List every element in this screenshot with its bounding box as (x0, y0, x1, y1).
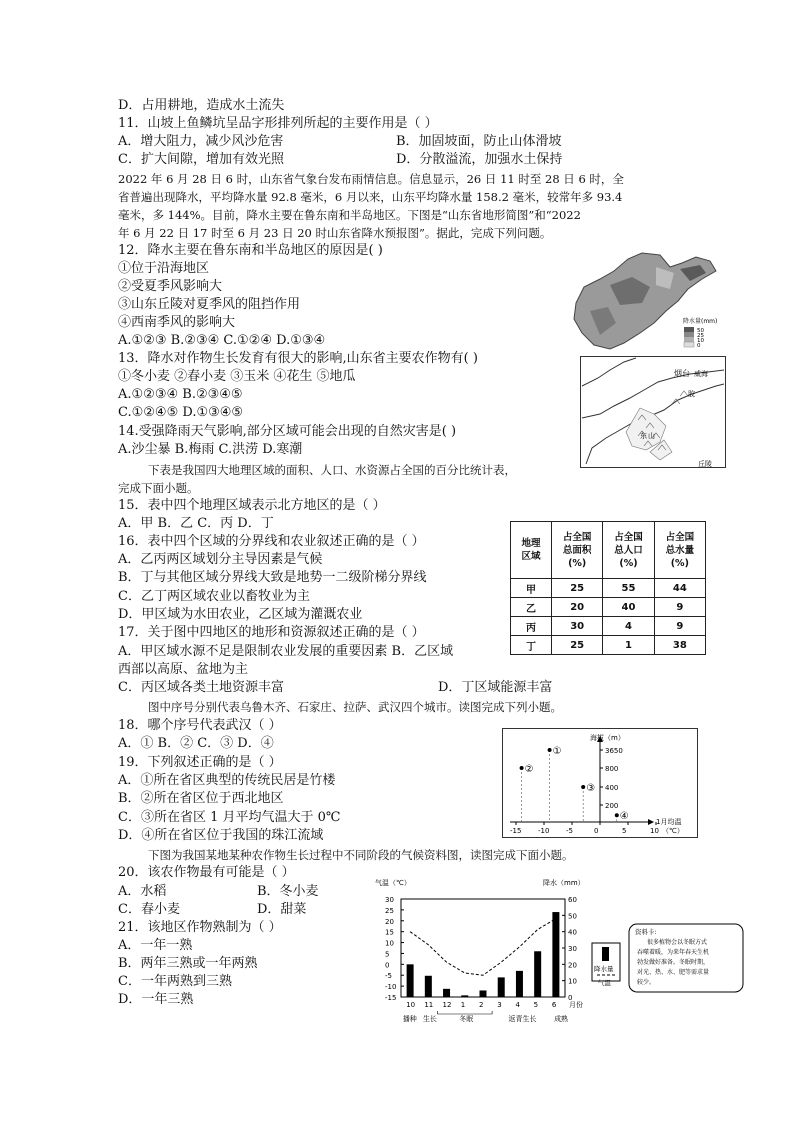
month-label: 10 (406, 1001, 416, 1009)
stage-label: 播种 (402, 1015, 417, 1023)
options-15: A．甲 B．乙 C．丙 D．丁 (118, 516, 274, 531)
map-label-dong: 东 (640, 432, 647, 440)
map-label-yantai: 烟台 (674, 369, 690, 378)
y-tick-label: 3650 (605, 747, 623, 755)
table-row (511, 636, 706, 655)
question-12: 12．降水主要在鲁东南和半岛地区的原因是( ) (118, 243, 383, 258)
precip-tick-label: 20 (568, 961, 577, 970)
options-13-cd: C.①②④⑤ D.①③④⑤ (118, 405, 244, 420)
point-label: ① (552, 746, 562, 757)
table-cell: 甲 (511, 579, 552, 598)
temp-tick-label: 0 (385, 961, 390, 970)
table-cell: 9 (654, 598, 705, 617)
x-tick-label: 5 (622, 827, 627, 835)
option-19b: B．②所在省区位于西北地区 (118, 791, 284, 806)
table-cell: 9 (654, 617, 705, 636)
precip-tick-label: 10 (568, 977, 577, 986)
precipitation-map (570, 245, 720, 355)
header-region: 地理 区域 (511, 522, 552, 579)
table-row (511, 617, 706, 636)
option-16b: B．丁与其他区域分界线大致是地势一二级阶梯分界线 (118, 570, 427, 585)
stage-label: 冬眠 (459, 1015, 474, 1023)
question-15: 15．表中四个地理区域表示北方地区的是（ ） (118, 498, 386, 513)
precip-tick-label: 50 (568, 912, 577, 921)
left-axis-title: 气温（℃） (375, 879, 411, 887)
table-cell: 44 (654, 579, 705, 598)
temp-tick-label: 25 (385, 906, 394, 915)
precip-tick-label: 30 (568, 945, 577, 953)
temp-tick-label: 5 (385, 950, 390, 959)
statement-item: ④西南季风的影响大 (118, 315, 236, 330)
note-line: 较少。 (637, 979, 656, 986)
scatter-intro: 图中序号分别代表乌鲁木齐、石家庄、拉萨、武汉四个城市。读图完成下列小题。 (148, 700, 562, 714)
table-header-row (511, 522, 706, 579)
precip-bar (552, 912, 559, 997)
x-tick-label: 10 (650, 827, 659, 835)
month-label: 6 (551, 1001, 557, 1009)
month-label: 3 (497, 1001, 502, 1009)
month-label: 4 (515, 1001, 520, 1009)
precip-bar (516, 971, 523, 997)
options-18: A．① B．② C．③ D．④ (118, 736, 274, 751)
temp-tick-label: 20 (385, 917, 394, 926)
map-label-jiao: 胶 (688, 390, 695, 398)
option-21a: A．一年一熟 (118, 938, 193, 953)
temperature-line (410, 919, 556, 976)
legend-value: 50 (697, 328, 704, 334)
point-label: ③ (586, 783, 596, 794)
month-label: 5 (533, 1001, 539, 1009)
table-cell: 1 (603, 636, 654, 655)
legend-swatch (684, 342, 694, 347)
table-row (511, 579, 706, 598)
month-unit-label: 月份 (569, 1001, 583, 1009)
note-line: 很多植物会以冬眠方式 (647, 939, 708, 946)
table-cell: 38 (654, 636, 705, 655)
options-12: A.①②③ B.②③④ C.①②④ D.①③④ (118, 333, 326, 348)
table-row (511, 598, 706, 617)
climate-chart (375, 875, 794, 1030)
question-21: 21．该地区作物熟制为（ ） (118, 920, 282, 935)
precip-bar (425, 976, 432, 997)
x-tick-label: -15 (510, 827, 522, 835)
statement-item: ②受夏季风影响大 (118, 279, 223, 294)
option-21b: B．两年三熟或一年两熟 (118, 956, 258, 971)
option-11c: C．扩大间隙，增加有效光照 (118, 152, 284, 167)
legend-swatch (684, 327, 694, 332)
y-tick-label: 800 (605, 765, 619, 773)
legend-temp-label: 气温 (598, 979, 611, 987)
passage-line: 毫米，多 144%。目前，降水主要在鲁东南和半岛地区。下图是“山东省地形简图”和“2022 (118, 208, 581, 222)
table-intro: 下表是我国四大地理区域的面积、人口、水资源占全国的百分比统计表， (148, 463, 516, 477)
header-area: 占全国 总面积 (%) (552, 522, 603, 579)
y-tick-label: 200 (605, 802, 619, 810)
map-label-shan: 山 (648, 432, 655, 440)
option-21d: D．一年三熟 (118, 992, 194, 1007)
table-intro-2: 完成下面小题。 (118, 481, 199, 495)
stage-bracket (437, 1011, 492, 1014)
option-19a: A．①所在省区典型的传统民居是竹楼 (118, 773, 336, 788)
note-line: 吞噬着暖，为来年春天生机 (637, 949, 710, 956)
option-16a: A．乙丙两区域划分主导因素是气候 (118, 552, 323, 567)
question-17: 17．关于图中四地区的地形和资源叙述正确的是（ ） (118, 625, 425, 640)
table-cell: 20 (552, 598, 603, 617)
options-13-ab: A.①②③④ B.②③④⑤ (118, 387, 243, 402)
data-point (615, 813, 619, 817)
table-cell: 55 (603, 579, 654, 598)
table-cell: 30 (552, 617, 603, 636)
temp-tick-label: -10 (385, 983, 397, 992)
note-line: 勃发做好准备。冬眠时期， (637, 959, 710, 966)
month-label: 1 (460, 1001, 466, 1009)
statement-item: ③山东丘陵对夏季风的阻挡作用 (118, 297, 301, 312)
point-label: ② (524, 764, 534, 775)
temp-tick-label: -15 (385, 994, 397, 1002)
legend-precip-swatch (602, 947, 609, 961)
header-water: 占全国 总水量 (%) (654, 522, 705, 579)
option-20b: B．冬小麦 (257, 884, 319, 899)
precip-bar (443, 989, 450, 997)
question-13: 13．降水对作物生长发育有很大的影响,山东省主要农作物有( ) (118, 351, 478, 366)
option-19c: C．③所在省区 1 月平均气温大于 0℃ (118, 810, 341, 825)
option-17c: C．丙区域各类土地资源丰富 (118, 680, 284, 695)
option-11d: D．分散溢流，加强水土保持 (396, 152, 563, 167)
legend-value: 25 (697, 333, 704, 339)
month-label: 11 (424, 1001, 434, 1009)
option-19d: D．④所在省区位于我国的珠江流域 (118, 828, 324, 843)
passage-line: 年 6 月 22 日 17 时至 6 月 23 日 20 时山东省降水预报图”。据此，完成下列问题。 (118, 226, 552, 240)
legend-title: 降水量(mm) (683, 318, 718, 325)
temp-tick-label: -5 (385, 972, 392, 981)
precip-tick-label: 0 (568, 994, 573, 1002)
climate-intro: 下图为我国某地某种农作物生长过程中不同阶段的气候资料图，读图完成下面小题。 (148, 848, 574, 862)
precip-bar (498, 977, 505, 997)
legend-value: 10 (697, 338, 704, 344)
temp-tick-label: 30 (385, 896, 394, 904)
note-line: 对光、热、水、肥等需求量 (637, 969, 710, 976)
option-20d: D．甜菜 (257, 902, 307, 917)
option-20a: A．水稻 (118, 884, 167, 899)
option-17d: D．丁区域能源丰富 (438, 680, 553, 695)
option-11b: B．加固坡面，防止山体滑坡 (396, 134, 562, 149)
precip-bar (407, 964, 414, 997)
table-cell: 4 (603, 617, 654, 636)
passage-line: 省普遍出现降水，平均降水量 92.8 毫米，6 月以来，山东平均降水量 158.2 毫米，较常年多 93.4 (118, 190, 623, 204)
precip-bar (534, 951, 541, 997)
table-cell: 乙 (511, 598, 552, 617)
option-10d: D．占用耕地，造成水土流失 (118, 98, 285, 113)
point-label: ④ (619, 811, 629, 823)
precip-bar (480, 990, 487, 997)
altitude-temp-scatter (502, 728, 698, 838)
precip-tick-label: 60 (568, 896, 577, 904)
option-16d: D．甲区域为水田农业，乙区域为灌溉农业 (118, 607, 363, 622)
month-label: 2 (479, 1001, 484, 1009)
options-14: A.沙尘暴 B.梅雨 C.洪涝 D.寒潮 (118, 442, 303, 457)
question-14: 14.受强降雨天气影响,部分区域可能会出现的自然灾害是( ) (118, 424, 457, 439)
x-tick-label: 0 (594, 827, 599, 835)
terrain-map (580, 356, 726, 468)
stage-label: 返青生长 (508, 1015, 537, 1023)
option-17ab: A．甲区域水源不足是限制农业发展的重要因素 B．乙区域 (118, 644, 454, 659)
option-17b-cont: 西部以高原、盆地为主 (118, 662, 249, 677)
map-label-weihai: 威海 (694, 370, 708, 378)
region-stats-table (510, 521, 706, 655)
option-11a: A．增大阻力，减少风沙危害 (118, 134, 284, 149)
option-20c: C．春小麦 (118, 902, 180, 917)
data-point (520, 766, 524, 770)
temp-tick-label: 15 (385, 928, 394, 937)
option-16c: C．乙丁两区域农业以畜牧业为主 (118, 589, 310, 604)
x-axis-unit: （℃） (662, 827, 684, 835)
legend-swatch (684, 337, 694, 342)
data-point (548, 748, 552, 752)
precip-bar (461, 995, 468, 997)
legend-value: 0 (697, 343, 701, 349)
stage-label: 成熟 (554, 1015, 569, 1023)
question-20: 20．该农作物最有可能是（ ） (118, 865, 295, 880)
x-axis-label: 1月均温 (656, 818, 682, 826)
legend-precip-label: 降水量 (594, 965, 614, 973)
legend-swatch (684, 332, 694, 337)
x-tick-label: -5 (566, 827, 573, 835)
statement-items-13: ①冬小麦 ②春小麦 ③玉米 ④花生 ⑤地瓜 (118, 369, 356, 384)
table-cell: 25 (552, 636, 603, 655)
question-19: 19．下列叙述正确的是（ ） (118, 755, 282, 770)
table-cell: 丁 (511, 636, 552, 655)
question-11: 11．山坡上鱼鳞坑呈品字形排列所起的主要作用是（ ） (118, 116, 438, 131)
y-tick-label: 400 (605, 784, 619, 792)
x-tick-label: -10 (538, 827, 550, 835)
map-label-qiuling: 丘陵 (698, 460, 712, 468)
table-cell: 丙 (511, 617, 552, 636)
y-axis-label: 海拔（m） (590, 734, 625, 742)
precip-tick-label: 40 (568, 928, 577, 937)
data-point (581, 785, 585, 789)
temp-tick-label: 10 (385, 939, 394, 948)
option-21c: C．一年两熟到三熟 (118, 974, 232, 989)
table-cell: 25 (552, 579, 603, 598)
statement-item: ①位于沿海地区 (118, 261, 210, 276)
note-title: 资料卡: (635, 928, 657, 936)
question-16: 16．表中四个区域的分界线和农业叙述正确的是（ ） (118, 534, 425, 549)
question-18: 18．哪个序号代表武汉（ ） (118, 718, 282, 733)
passage-line: 2022 年 6 月 28 日 6 时，山东省气象台发布雨情信息。信息显示，26 日 11 时至 28 日 6 时，全 (118, 172, 624, 186)
right-axis-title: 降水（mm） (543, 879, 585, 887)
header-population: 占全国 总人口 (%) (603, 522, 654, 579)
table-cell: 40 (603, 598, 654, 617)
stage-label: 生长 (422, 1015, 437, 1023)
month-label: 12 (442, 1001, 452, 1009)
